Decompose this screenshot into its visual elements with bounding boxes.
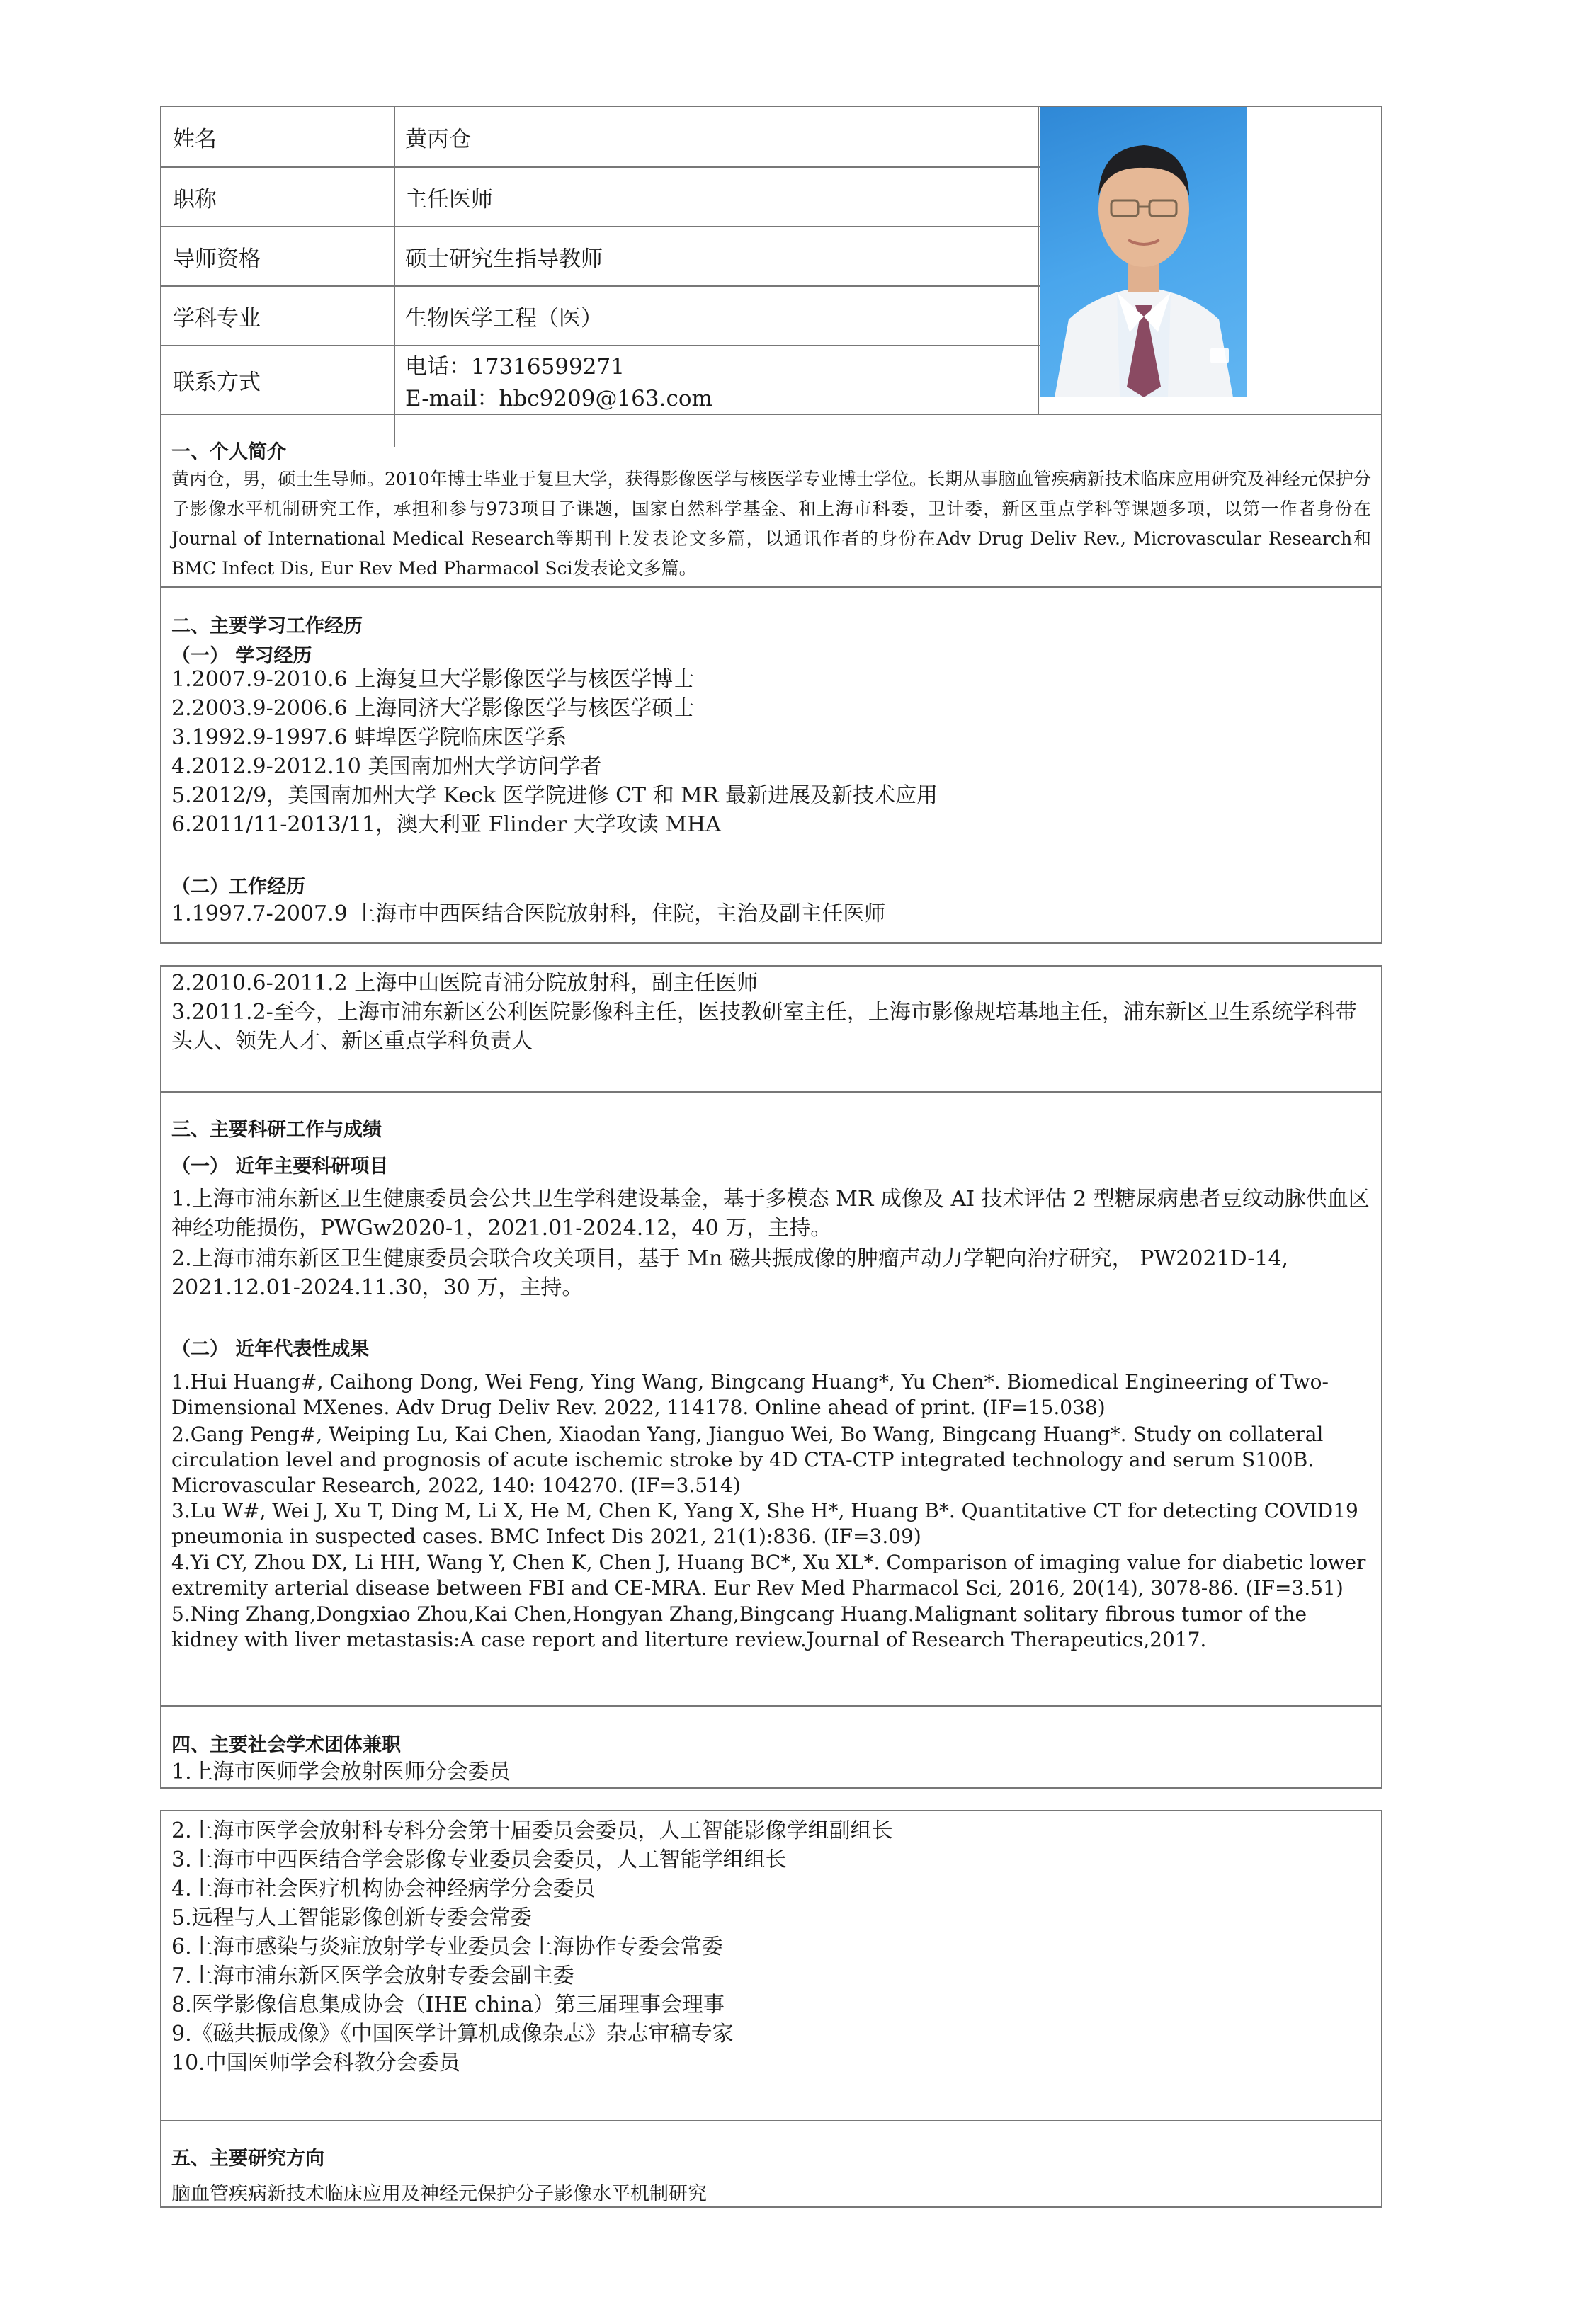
section-intro: [161, 414, 1381, 586]
result-item: 1.Hui Huang#, Caihong Dong, Wei Feng, Ying Wang, Bingcang Huang*, Yu Chen*. Biomedical Engineering of Two-Dimensional MXenes. Adv Drug Deliv Rev. 2022, 114178. Online ahead of print. (IF=15.038): [171, 1370, 1329, 1419]
contact-email: E-mail：hbc9209@163.com: [405, 385, 712, 411]
society-item: 4.上海市社会医疗机构协会神经病学分会委员: [171, 1876, 596, 1901]
label-title: 职称: [173, 186, 217, 212]
value-title: 主任医师: [405, 186, 493, 212]
portrait-image: [1040, 107, 1247, 397]
contact-phone: 电话：17316599271: [405, 353, 625, 380]
row-discipline: [161, 287, 1040, 346]
section-societies: [161, 1705, 1381, 1790]
experience-heading: 二、主要学习工作经历: [171, 615, 363, 637]
projects-heading: （一） 近年主要科研项目: [171, 1156, 389, 1178]
research-heading: 三、主要科研工作与成绩: [171, 1119, 382, 1141]
row-title: [161, 168, 1040, 227]
section-direction: [161, 2120, 1381, 2209]
society-item: 1.上海市医师学会放射医师分会委员: [171, 1760, 511, 1784]
section-societies-cont: [161, 1811, 1381, 2120]
society-item: 3.上海市中西医结合学会影像专业委员会委员，人工智能学组组长: [171, 1847, 787, 1872]
society-item: 9.《磁共振成像》《中国医学计算机成像杂志》杂志审稿专家: [171, 2022, 734, 2046]
section-work-cont: [161, 967, 1381, 1091]
study-item: 1.2007.9-2010.6 上海复旦大学影像医学与核医学博士: [171, 667, 695, 692]
societies-heading: 四、主要社会学术团体兼职: [171, 1734, 401, 1756]
direction-text: 脑血管疾病新技术临床应用及神经元保护分子影像水平机制研究: [171, 2183, 707, 2205]
label-name: 姓名: [173, 126, 217, 152]
study-item: 2.2003.9-2006.6 上海同济大学影像医学与核医学硕士: [171, 696, 695, 721]
direction-heading: 五、主要研究方向: [171, 2148, 324, 2170]
society-item: 7.上海市浦东新区医学会放射专委会副主委: [171, 1964, 574, 1988]
study-item: 5.2012/9，美国南加州大学 Keck 医学院进修 CT 和 MR 最新进展及新技术应用: [171, 783, 938, 808]
row-supervisor: [161, 227, 1040, 287]
result-item: 3.Lu W#, Wei J, Xu T, Ding M, Li X, He M, Chen K, Yang X, She H*, Huang B*. Quantitative CT for detecting COVID19 pneumonia in suspected cases. BMC Infect Dis 2021, 21(1):836. (IF=3.09): [171, 1499, 1358, 1548]
study-item: 3.1992.9-1997.6 蚌埠医学院临床医学系: [171, 725, 567, 750]
result-item: 5.Ning Zhang,Dongxiao Zhou,Kai Chen,Hongyan Zhang,Bingcang Huang.Malignant solitary fibrous tumor of the kidney with liver metastasis:A case report and literture review.Journal of Research Therapeutics,2017.: [171, 1602, 1307, 1651]
society-item: 2.上海市医学会放射科专科分会第十届委员会委员，人工智能影像学组副组长: [171, 1818, 893, 1843]
profile-table-page3: [160, 1810, 1382, 2208]
intro-heading: 一、个人简介: [171, 441, 286, 463]
society-item: 8.医学影像信息集成协会（IHE china）第三届理事会理事: [171, 1993, 725, 2017]
value-supervisor: 硕士研究生指导教师: [405, 246, 603, 272]
society-item: 10.中国医师学会科教分会委员: [171, 2051, 460, 2075]
label-contact: 联系方式: [173, 370, 261, 395]
profile-photo: [1040, 107, 1247, 397]
work-item: 1.1997.7-2007.9 上海市中西医结合医院放射科，住院，主治及副主任医师: [171, 901, 886, 926]
work-item: 2.2010.6-2011.2 上海中山医院青浦分院放射科，副主任医师: [171, 971, 759, 996]
profile-table-page2: [160, 965, 1382, 1789]
result-item: 2.Gang Peng#, Weiping Lu, Kai Chen, Xiaodan Yang, Jianguo Wei, Bo Wang, Bingcang Huang*. Study on collateral circulation level and prognosis of acute ischemic stroke by 4D CTA-CTP integrated technology and serum S100B. Microvascular Research, 2022, 140: 104270. (IF=3.514): [171, 1423, 1324, 1497]
results-heading: （二） 近年代表性成果: [171, 1338, 370, 1360]
row-name: [161, 107, 1040, 168]
result-item: 4.Yi CY, Zhou DX, Li HH, Wang Y, Chen K, Chen J, Huang BC*, Xu XL*. Comparison of imaging value for diabetic lower extremity arterial disease between FBI and CE-MRA. Eur Rev Med Pharmacol Sci, 2016, 20(14), 3078-86. (IF=3.51): [171, 1551, 1366, 1600]
row-contact: [161, 346, 1040, 414]
label-discipline: 学科专业: [173, 305, 261, 331]
work-heading: （二）工作经历: [171, 876, 305, 898]
society-item: 5.远程与人工智能影像创新专委会常委: [171, 1906, 532, 1930]
value-discipline: 生物医学工程（医）: [405, 305, 603, 331]
section-experience: [161, 586, 1381, 945]
label-supervisor: 导师资格: [173, 246, 261, 272]
society-item: 6.上海市感染与炎症放射学专业委员会上海协作专委会常委: [171, 1935, 723, 1959]
study-heading: （一） 学习经历: [171, 645, 312, 667]
value-name: 黄丙仓: [405, 126, 471, 152]
profile-table-page1: [160, 106, 1382, 944]
project-item: 1.上海市浦东新区卫生健康委员会公共卫生学科建设基金，基于多模态 MR 成像及 AI 技术评估 2 型糖尿病患者豆纹动脉供血区神经功能损伤，PWGw2020-1，2021.01-2024.12，40 万，主持。: [171, 1187, 1370, 1241]
study-item: 4.2012.9-2012.10 美国南加州大学访问学者: [171, 754, 602, 779]
section-research: [161, 1091, 1381, 1705]
project-item: 2.上海市浦东新区卫生健康委员会联合攻关项目，基于 Mn 磁共振成像的肿瘤声动力学靶向治疗研究， PW2021D-14, 2021.12.01-2024.11.30，30 万，主持。: [171, 1246, 1289, 1300]
work-item: 3.2011.2-至今，上海市浦东新区公利医院影像科主任，医技教研室主任，上海市影像规培基地主任，浦东新区卫生系统学科带头人、领先人才、新区重点学科负责人: [171, 1000, 1357, 1054]
study-item: 6.2011/11-2013/11，澳大利亚 Flinder 大学攻读 MHA: [171, 812, 721, 837]
value-contact: [405, 346, 712, 414]
intro-text: 黄丙仓，男，硕士生导师。2010年博士毕业于复旦大学，获得影像医学与核医学专业博士学位。长期从事脑血管疾病新技术临床应用研究及神经元保护分子影像水平机制研究工作，承担和参与973项目子课题，国家自然科学基金、和上海市科委，卫计委，新区重点学科等课题多项，以第一作者身份在Journal of International Medical Research等期刊上发表论文多篇，以通讯作者的身份在Adv Drug Deliv Rev., Microvascular Research和BMC Infect Dis, Eur Rev Med Pharmacol Sci发表论文多篇。: [171, 469, 1371, 579]
